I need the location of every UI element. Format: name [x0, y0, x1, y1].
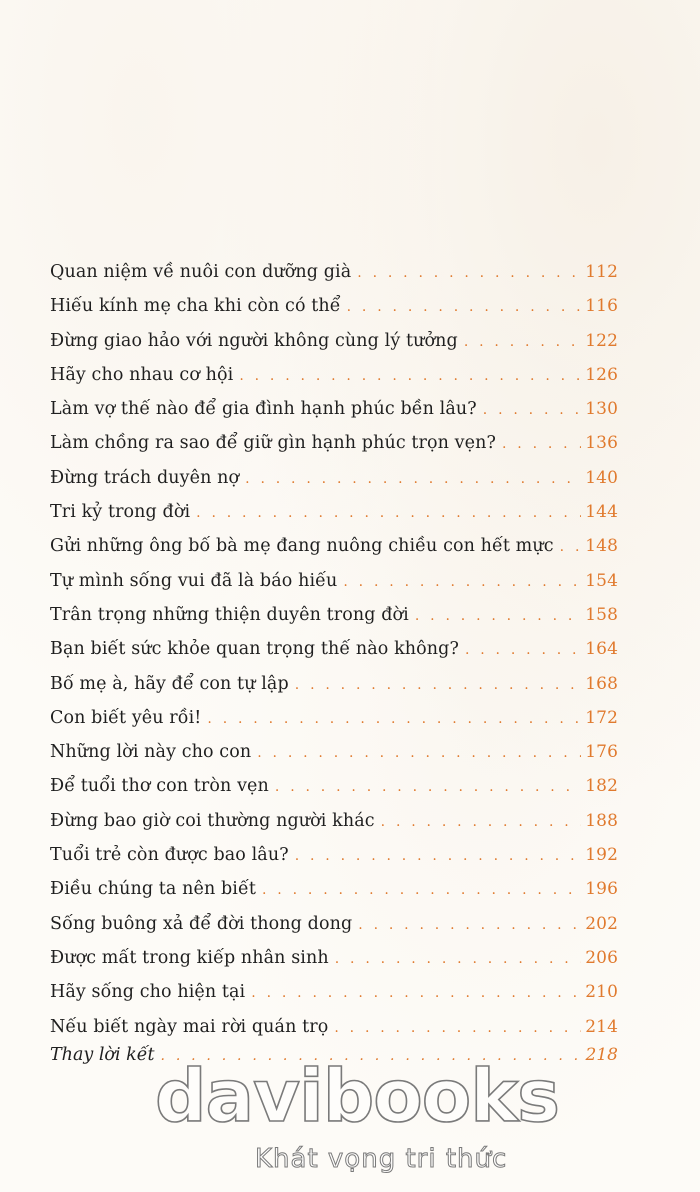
toc-entry-page: 192 [585, 845, 618, 866]
dot-leader [161, 1049, 582, 1063]
toc-entry-page: 218 [585, 1045, 618, 1065]
dot-leader [347, 300, 582, 314]
toc-entry [50, 605, 618, 639]
dot-leader [358, 918, 581, 932]
toc-entry [50, 639, 618, 673]
toc-entry-title: Quan niệm về nuôi con dưỡng già [50, 262, 352, 282]
dot-leader [207, 712, 581, 726]
toc-entry-page: 116 [585, 296, 618, 317]
toc-entry-page: 206 [585, 947, 618, 968]
dot-leader [295, 678, 581, 692]
dot-leader [464, 335, 581, 349]
toc-entry-title: Nếu biết ngày mai rời quán trọ [50, 1016, 329, 1037]
toc-entry-page: 164 [585, 639, 618, 660]
toc-entry-epilogue [50, 1045, 618, 1065]
toc-entry-page: 144 [585, 502, 618, 523]
toc-entry-title: Con biết yêu rồi! [50, 707, 202, 728]
dot-leader [357, 266, 581, 280]
toc-entry-title: Sống buông xả để đời thong dong [50, 913, 353, 934]
toc-entry-title: Hiếu kính mẹ cha khi còn có thể [50, 296, 341, 317]
toc-entry-page: 196 [585, 879, 618, 900]
toc-entry [50, 742, 618, 776]
toc-entry-page: 202 [585, 913, 618, 934]
toc-entry-title: Thay lời kết [50, 1045, 155, 1065]
watermark-slogan: Khát vọng tri thức [255, 1144, 508, 1174]
toc-entry-title: Được mất trong kiếp nhân sinh [50, 947, 329, 968]
toc-entry-title: Bố mẹ à, hãy để con tự lập [50, 673, 289, 694]
toc-entry [50, 708, 618, 742]
dot-leader [343, 575, 581, 589]
toc-entry-page: 122 [585, 330, 618, 351]
dot-leader [334, 1021, 581, 1035]
toc-entry [50, 296, 618, 330]
toc-entry-title: Tri kỷ trong đời [50, 502, 191, 523]
toc-entry-title: Tự mình sống vui đã là báo hiếu [50, 570, 338, 591]
toc-entry [50, 948, 618, 982]
toc-entry-title: Đừng trách duyên nợ [50, 467, 240, 488]
toc-entry-page: 158 [585, 604, 618, 625]
toc-entry [50, 468, 618, 502]
watermark-brand: davibooks [155, 1054, 559, 1138]
dot-leader [483, 403, 581, 417]
dot-leader [262, 883, 581, 897]
toc-entry-page: 136 [585, 433, 618, 454]
toc-entry-title: Hãy cho nhau cơ hội [50, 364, 234, 385]
toc-entry-title: Những lời này cho con [50, 742, 252, 763]
toc-entry-title: Tuổi trẻ còn được bao lâu? [50, 845, 289, 866]
dot-leader [335, 952, 582, 966]
toc-entry-page: 188 [585, 810, 618, 831]
dot-leader [275, 780, 581, 794]
dot-leader [196, 506, 581, 520]
toc-entry-title: Điều chúng ta nên biết [50, 879, 256, 900]
dot-leader [381, 815, 582, 829]
dot-leader [239, 369, 581, 383]
toc-entry [50, 433, 618, 467]
toc-entry-page: 168 [585, 673, 618, 694]
toc-entry [50, 331, 618, 365]
toc-entry [50, 536, 618, 570]
dot-leader [251, 986, 581, 1000]
toc-entry [50, 879, 618, 913]
toc-entry-page: 140 [585, 467, 618, 488]
toc-entry-page: 214 [585, 1016, 618, 1037]
toc-entry [50, 982, 618, 1016]
toc-entry-title: Đừng bao giờ coi thường người khác [50, 810, 375, 831]
toc-entry-page: 210 [585, 982, 618, 1003]
toc-entry-page: 112 [585, 262, 618, 282]
toc-entry-title: Làm vợ thế nào để gia đình hạnh phúc bền lâu? [50, 399, 477, 420]
toc-entry-title: Làm chồng ra sao để giữ gìn hạnh phúc trọn vẹn? [50, 433, 496, 454]
dot-leader [560, 540, 582, 554]
toc-entry-title: Hãy sống cho hiện tại [50, 982, 246, 1003]
toc-entry-title: Để tuổi thơ con tròn vẹn [50, 776, 269, 797]
dot-leader [295, 849, 582, 863]
toc-entry-title: Gửi những ông bố bà mẹ đang nuông chiều con hết mực [50, 536, 554, 557]
toc-entry [50, 914, 618, 948]
toc-entry [50, 262, 618, 296]
toc-entry [50, 811, 618, 845]
dot-leader [415, 609, 581, 623]
dot-leader [502, 437, 581, 451]
toc-entry [50, 399, 618, 433]
toc-entry-page: 182 [585, 776, 618, 797]
toc-entry-title: Trân trọng những thiện duyên trong đời [50, 604, 409, 625]
toc-entry [50, 674, 618, 708]
toc-entry [50, 365, 618, 399]
toc-entry-title: Bạn biết sức khỏe quan trọng thế nào không? [50, 639, 459, 660]
dot-leader [465, 643, 581, 657]
toc-entry [50, 776, 618, 810]
toc-entry-title: Đừng giao hảo với người không cùng lý tưởng [50, 330, 458, 351]
toc-entry [50, 502, 618, 536]
toc-entry [50, 571, 618, 605]
toc-entry [50, 845, 618, 879]
toc-entry-page: 148 [585, 536, 618, 557]
dot-leader [245, 472, 581, 486]
publisher-watermark [155, 1054, 575, 1174]
table-of-contents [50, 262, 618, 1051]
toc-entry-page: 154 [585, 570, 618, 591]
toc-entry-page: 126 [585, 364, 618, 385]
toc-entry-page: 130 [585, 399, 618, 420]
dot-leader [257, 746, 581, 760]
toc-entry-page: 172 [585, 707, 618, 728]
toc-entry-page: 176 [585, 742, 618, 763]
